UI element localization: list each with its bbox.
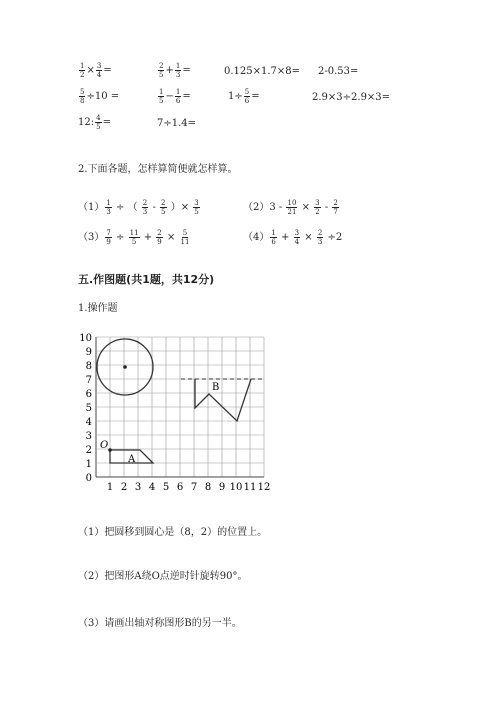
x-tick-label: 2 [120, 482, 128, 493]
q2-problem-3: （3） $\frac{7}{9}$ ÷ $\frac{11}{5}$ + $\frac{2}{9}$ × $\frac{5}{11}$ [78, 229, 190, 246]
q2-problem-4: （4） $\frac{1}{6}$ + $\frac{3}{4}$ × $\frac{2}{3}$ ÷2 [243, 229, 343, 246]
x-tick-label: 11 [243, 482, 257, 493]
coordinate-grid [70, 330, 285, 500]
y-tick-label: 9 [85, 347, 92, 358]
calc-r1-a: $\frac{1}{2}$ × $\frac{3}{4}$ = [80, 62, 112, 79]
y-tick-label: 6 [85, 389, 92, 400]
calc-r1-b: $\frac{2}{5}$ + $\frac{1}{3}$ = [159, 62, 191, 79]
x-tick-label: 10 [229, 482, 243, 493]
calc-r1-d: 2-0.53= [318, 66, 359, 77]
x-tick-label: 9 [218, 482, 226, 493]
q2-problem-1: （1） $\frac{1}{3}$ ÷ （ $\frac{2}{3}$ - $\frac{2}{5}$ ）× $\frac{3}{5}$ [78, 199, 199, 216]
y-tick-label: 10 [79, 333, 92, 344]
y-tick-label: 0 [85, 473, 92, 484]
x-tick-label: 1 [106, 482, 114, 493]
x-axis-labels [107, 482, 271, 493]
x-tick-label: 12 [257, 482, 271, 493]
y-tick-label: 2 [85, 445, 92, 456]
y-tick-label: 8 [85, 361, 92, 372]
calc-r1-c: 0.125×1.7×8= [224, 66, 301, 77]
y-tick-label: 7 [85, 375, 92, 386]
instruction-1: （1）把圆移到圆心是（8，2）的位置上。 [78, 527, 268, 538]
grid-lines [96, 337, 264, 477]
shape-b-label: B [212, 382, 220, 393]
shape-a-label: A [128, 454, 136, 465]
x-tick-label: 4 [148, 482, 156, 493]
origin-label: O [100, 440, 109, 451]
calc-r3-b: 7÷1.4= [157, 118, 197, 129]
y-tick-label: 1 [85, 459, 92, 470]
y-tick-label: 3 [85, 431, 92, 442]
x-tick-label: 6 [176, 482, 184, 493]
instruction-3: （3）请画出轴对称图形B的另一半。 [78, 618, 242, 629]
section5-q1-title: 1.操作题 [78, 303, 118, 314]
section5-title: 五.作图题(共1题，共12分) [78, 273, 215, 286]
calc-r2-b: $\frac{1}{5}$ − $\frac{1}{6}$ = [159, 88, 191, 105]
calc-r3-a: 12: $\frac{4}{5}$ = [78, 114, 111, 131]
x-tick-label: 3 [134, 482, 142, 493]
circle-center [123, 365, 127, 369]
q2-problem-2: （2）3 - $\frac{10}{21}$ × $\frac{3}{2}$ - $\frac{2}{7}$ [243, 199, 338, 216]
shape-b [195, 379, 251, 421]
x-tick-label: 8 [204, 482, 212, 493]
x-tick-label: 5 [162, 482, 170, 493]
x-tick-label: 7 [190, 482, 198, 493]
y-tick-label: 5 [85, 403, 92, 414]
y-axis-labels [79, 333, 92, 484]
q2-title: 2.下面各题，怎样算简便就怎样算。 [78, 164, 238, 175]
instruction-2: （2）把图形A绕O点逆时针旋转90°。 [78, 571, 248, 582]
calc-r2-c: 1÷ $\frac{5}{6}$ = [228, 88, 260, 105]
origin-point [108, 448, 112, 452]
calc-r2-a: $\frac{5}{8}$ ÷10 = [80, 88, 120, 105]
y-tick-label: 4 [85, 417, 92, 428]
calc-r2-d: 2.9×3÷2.9×3= [312, 92, 391, 103]
